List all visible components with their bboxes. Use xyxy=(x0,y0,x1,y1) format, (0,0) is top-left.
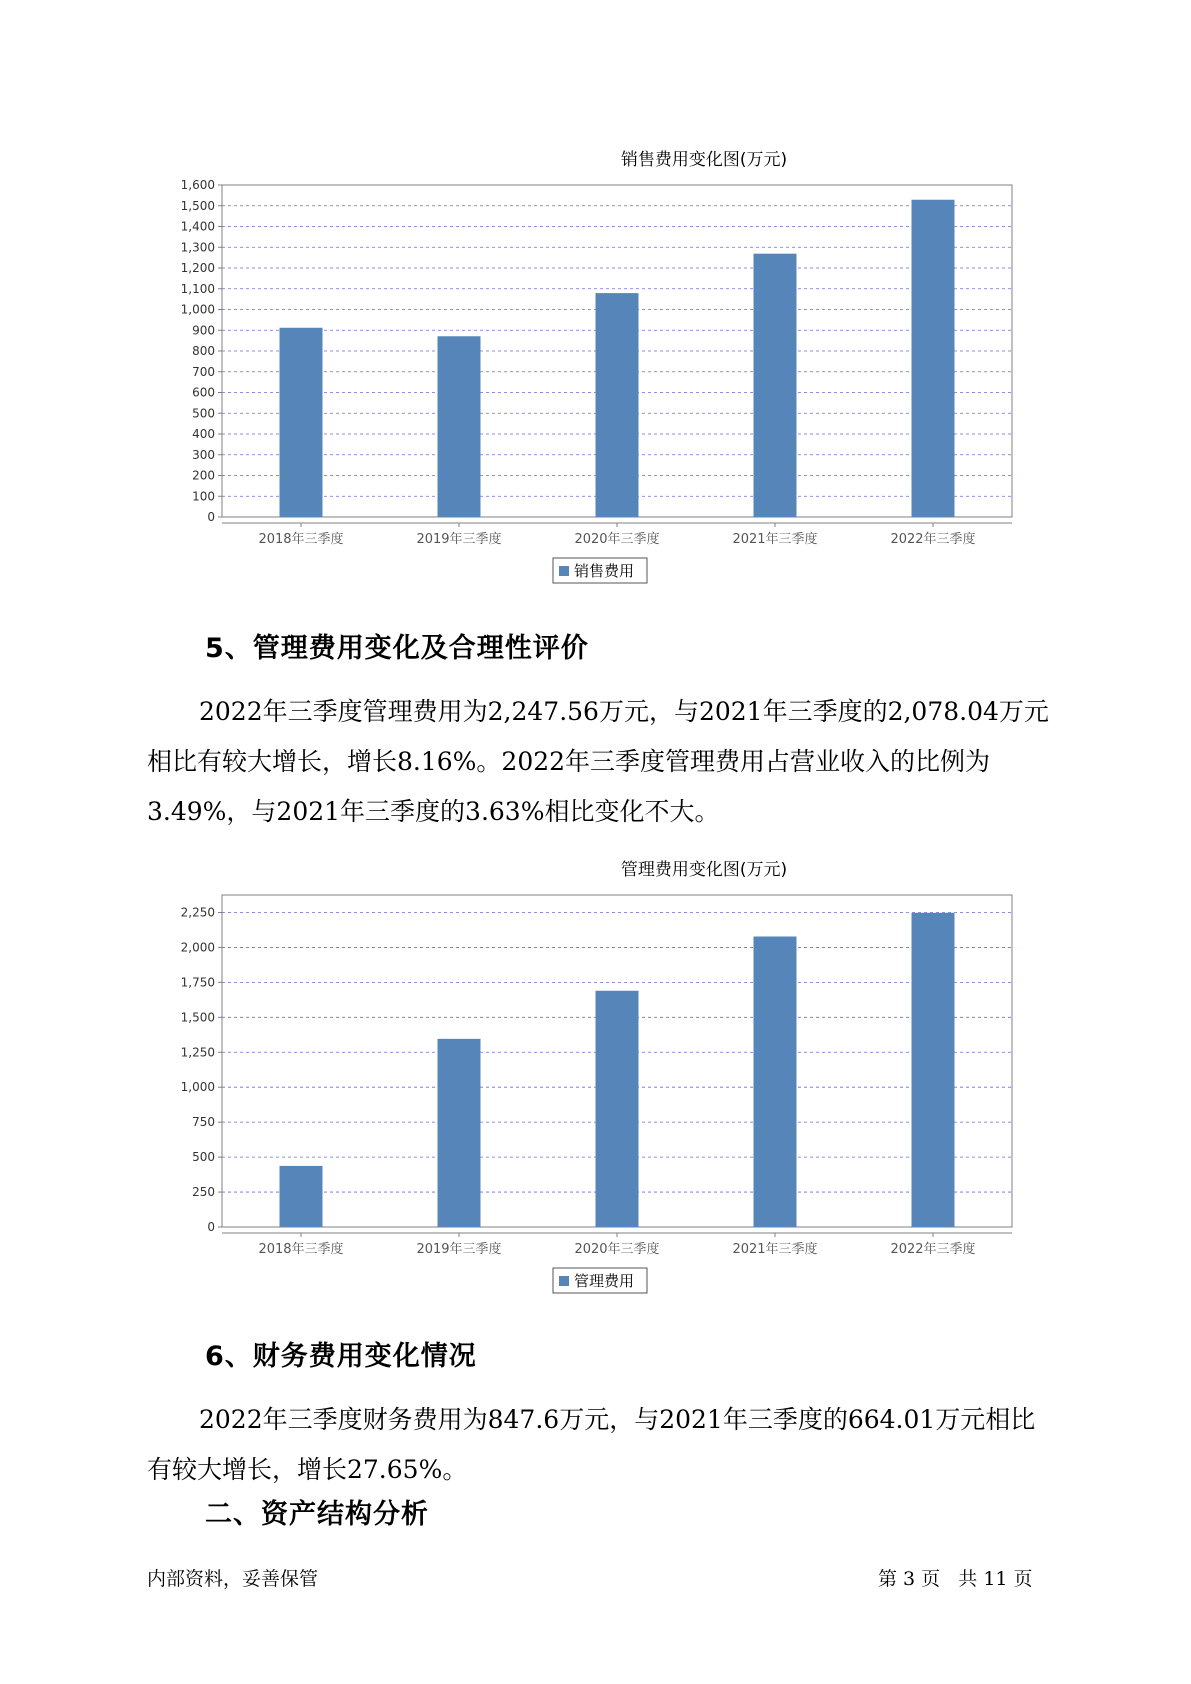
y-tick-label: 0 xyxy=(207,510,215,524)
y-tick-label: 1,000 xyxy=(180,302,215,317)
bar xyxy=(912,200,955,517)
bar xyxy=(438,1039,481,1227)
legend-label: 销售费用 xyxy=(574,562,635,580)
y-tick-label: 900 xyxy=(192,323,215,338)
y-tick-label: 200 xyxy=(192,468,215,483)
section-5-paragraph xyxy=(147,687,1052,837)
x-tick-label: 2020年三季度 xyxy=(574,1242,660,1257)
x-tick-label: 2018年三季度 xyxy=(258,1242,344,1257)
section-6-paragraph xyxy=(147,1395,1052,1495)
x-tick-label: 2021年三季度 xyxy=(732,532,818,547)
y-tick-label: 400 xyxy=(192,427,215,441)
y-tick-label: 500 xyxy=(192,1150,215,1165)
y-tick-label: 600 xyxy=(192,385,215,400)
x-tick-label: 2022年三季度 xyxy=(890,1242,976,1257)
y-tick-label: 1,300 xyxy=(180,240,215,255)
y-tick-label: 1,200 xyxy=(180,261,215,275)
legend xyxy=(553,558,647,583)
legend-swatch xyxy=(559,566,569,576)
y-tick-label: 300 xyxy=(192,447,215,462)
bar xyxy=(912,913,955,1227)
y-tick-label: 1,400 xyxy=(180,219,215,234)
y-tick-label: 2,250 xyxy=(180,905,215,920)
chart-title-admin: 管理费用变化图(万元) xyxy=(620,860,788,880)
bar xyxy=(280,1166,323,1227)
bar xyxy=(280,328,323,517)
bar xyxy=(754,937,797,1227)
chart-title-sales: 销售费用变化图(万元) xyxy=(620,150,788,170)
y-tick-label: 500 xyxy=(192,406,215,421)
y-tick-label: 0 xyxy=(207,1220,215,1234)
footer-page-number: 第 3 页 共 11 页 xyxy=(878,1568,1033,1590)
y-tick-label: 1,000 xyxy=(180,1080,215,1095)
x-tick-label: 2019年三季度 xyxy=(416,1242,502,1257)
x-tick-label: 2021年三季度 xyxy=(732,1242,818,1257)
bar xyxy=(596,991,639,1227)
y-tick-label: 1,750 xyxy=(180,975,215,990)
legend-label: 管理费用 xyxy=(574,1272,635,1290)
y-tick-label: 750 xyxy=(192,1115,215,1130)
y-tick-label: 1,600 xyxy=(180,178,215,192)
y-tick-label: 700 xyxy=(192,364,215,379)
bar xyxy=(438,336,481,517)
admin-expense-chart xyxy=(0,880,1191,1320)
sales-expense-chart xyxy=(0,170,1191,610)
section-5-text: 2022年三季度管理费用为2,247.56万元，与2021年三季度的2,078.04万元相比有较大增长，增长8.16%。2022年三季度管理费用占营业收入的比例为3.49%，与2021年三季度的3.63%相比变化不大。 xyxy=(147,697,1049,826)
bar xyxy=(754,254,797,517)
x-tick-label: 2022年三季度 xyxy=(890,532,976,547)
legend-swatch xyxy=(559,1276,569,1286)
y-tick-label: 1,500 xyxy=(180,198,215,213)
bar xyxy=(596,293,639,517)
y-tick-label: 250 xyxy=(192,1185,215,1200)
footer-confidential-note: 内部资料，妥善保管 xyxy=(147,1568,319,1590)
y-tick-label: 1,100 xyxy=(180,281,215,296)
y-tick-label: 1,250 xyxy=(180,1045,215,1060)
y-tick-label: 2,000 xyxy=(180,940,215,955)
y-tick-label: 800 xyxy=(192,344,215,358)
section-6-heading: 6、财务费用变化情况 xyxy=(205,1341,477,1372)
x-tick-label: 2019年三季度 xyxy=(416,532,502,547)
legend xyxy=(553,1268,647,1293)
section-6-text: 2022年三季度财务费用为847.6万元，与2021年三季度的664.01万元相比有较大增长，增长27.65%。 xyxy=(147,1405,1036,1484)
section-two-heading: 二、资产结构分析 xyxy=(205,1499,429,1530)
x-tick-label: 2020年三季度 xyxy=(574,532,660,547)
y-tick-label: 1,500 xyxy=(180,1010,215,1025)
x-tick-label: 2018年三季度 xyxy=(258,532,344,547)
y-tick-label: 100 xyxy=(192,489,215,504)
section-5-heading: 5、管理费用变化及合理性评价 xyxy=(205,633,589,664)
